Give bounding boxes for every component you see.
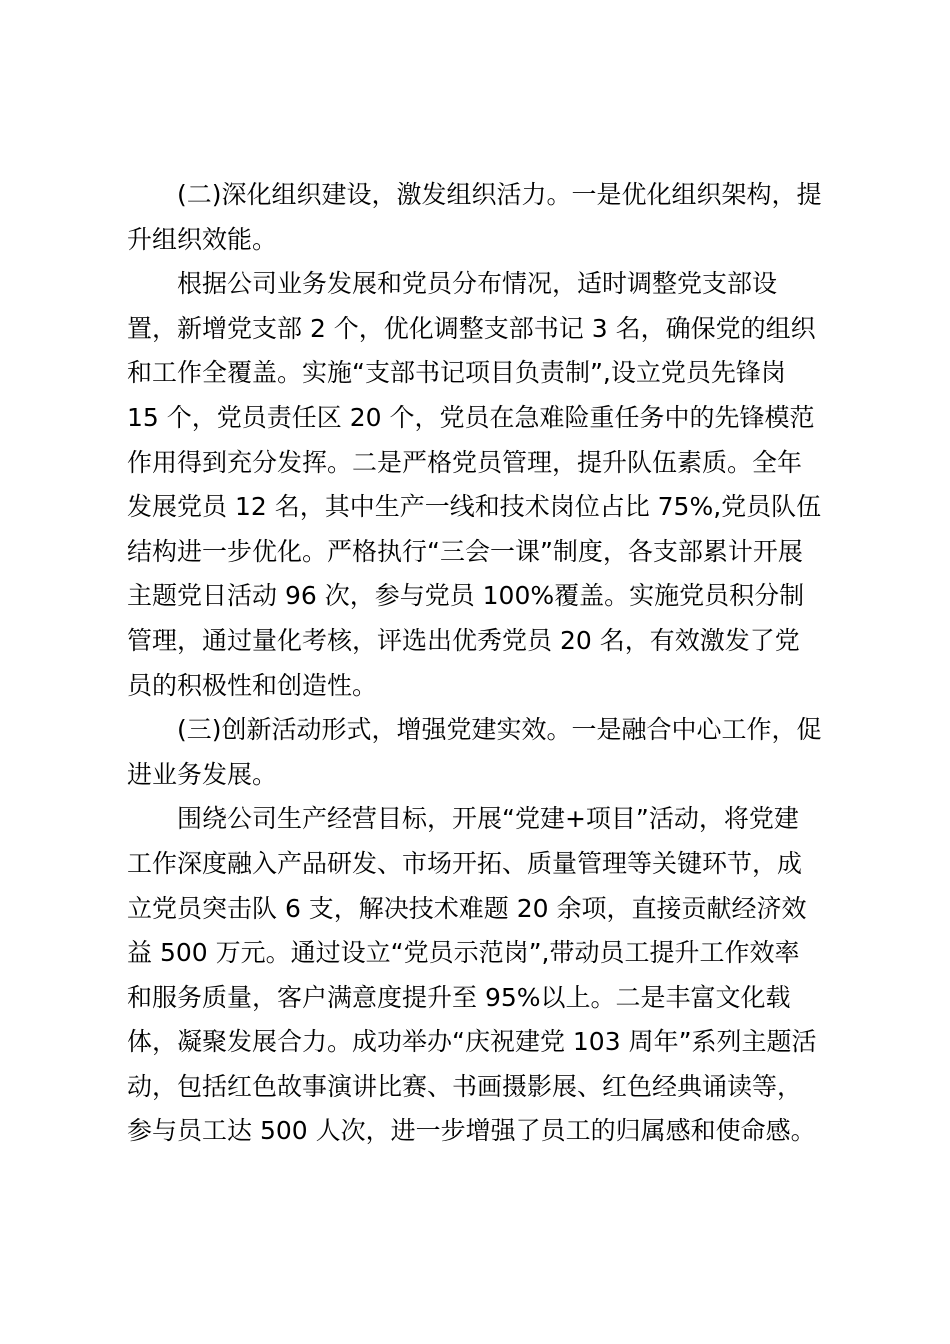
paragraph-line: 立党员突击队 6 支，解决技术难题 20 余项，直接贡献经济效 xyxy=(127,893,807,923)
heading-section-3-line-1: (三)创新活动形式，增强党建实效。一是融合中心工作，促 xyxy=(177,715,822,745)
heading-section-2-line-1: (二)深化组织建设，激发组织活力。一是优化组织架构，提 xyxy=(177,180,822,209)
paragraph-line: 工作深度融入产品研发、市场开拓、质量管理等关键环节，成 xyxy=(127,848,803,878)
document-body xyxy=(127,173,827,1154)
paragraph-line: 15 个，党员责任区 20 个，党员在急难险重任务中的先锋模范 xyxy=(127,402,815,432)
paragraph-line: 根据公司业务发展和党员分布情况，适时调整党支部设 xyxy=(177,269,778,299)
paragraph-line: 参与员工达 500 人次，进一步增强了员工的归属感和使命感。 xyxy=(127,1116,816,1146)
paragraph-line: 结构进一步优化。严格执行“三会一课”制度，各支部累计开展 xyxy=(127,536,803,566)
heading-section-2-line-2: 升组织效能。 xyxy=(127,224,278,254)
paragraph-line: 主题党日活动 96 次，参与党员 100%覆盖。实施党员积分制 xyxy=(127,581,805,611)
paragraph-line: 作用得到充分发挥。二是严格党员管理，提升队伍素质。全年 xyxy=(127,447,803,477)
heading-section-3-line-2: 进业务发展。 xyxy=(127,759,278,789)
paragraph-line: 发展党员 12 名，其中生产一线和技术岗位占比 75%,党员队伍 xyxy=(127,492,822,522)
paragraph-line: 管理，通过量化考核，评选出优秀党员 20 名，有效激发了党 xyxy=(127,625,800,655)
paragraph-line: 和服务质量，客户满意度提升至 95%以上。二是丰富文化载 xyxy=(127,982,791,1012)
paragraph-line: 员的积极性和创造性。 xyxy=(127,670,378,700)
paragraph-line: 围绕公司生产经营目标，开展“党建+项目”活动，将党建 xyxy=(177,804,799,834)
paragraph-line: 动，包括红色故事演讲比赛、书画摄影展、红色经典诵读等， xyxy=(127,1071,803,1101)
paragraph-line: 体，凝聚发展合力。成功举办“庆祝建党 103 周年”系列主题活 xyxy=(127,1027,817,1057)
paragraph-line: 置，新增党支部 2 个，优化调整支部书记 3 名，确保党的组织 xyxy=(127,313,816,343)
paragraph-line: 益 500 万元。通过设立“党员示范岗”,带动员工提升工作效率 xyxy=(127,938,800,968)
paragraph-line: 和工作全覆盖。实施“支部书记项目负责制”,设立党员先锋岗 xyxy=(127,358,786,388)
